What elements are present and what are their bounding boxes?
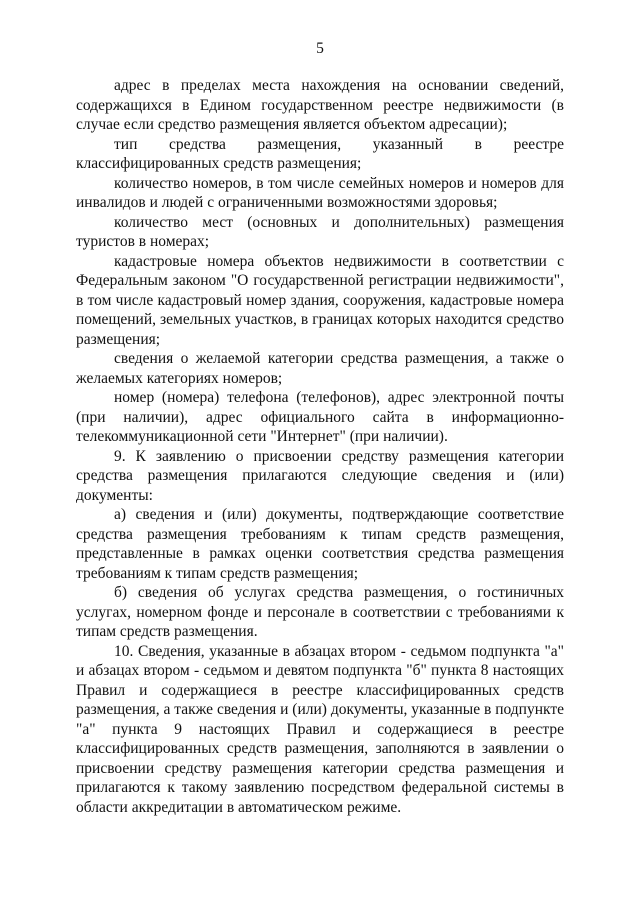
paragraph-item-10: 10. Сведения, указанные в абзацах втором - седьмом подпункта "а" и абзацах втором - седьмом и девятом подпункта "б" пункта 8 настоящих Правил и содержащиеся в реестре классифицированных средств размещения, а также сведения и (или) документы, указанные в подпункте "а" пункта 9 настоящих Правил и содержащиеся в реестре классифицированных средств размещения, заполняются в заявлении о присвоении средству размещения категории средства размещения и прилагаются к такому заявлению посредством федеральной системы в области аккредитации в автоматическом режиме. [76, 642, 564, 816]
paragraph-places-count: количество мест (основных и дополнительных) размещения туристов в номерах; [76, 213, 564, 250]
paragraph-item-9: 9. К заявлению о присвоении средству размещения категории средства размещения прилагаются следующие сведения и (или) документы: [76, 447, 564, 504]
paragraph-contacts: номер (номера) телефона (телефонов), адрес электронной почты (при наличии), адрес официального сайта в информационно-телекоммуникационной сети "Интернет" (при наличии). [76, 389, 564, 445]
page-number: 5 [316, 40, 324, 57]
paragraph-type: тип средства размещения, указанный в реестре классифицированных средств размещения; [76, 135, 564, 172]
paragraph-item-9b: б) сведения об услугах средства размещения, о гостиничных услугах, номерном фонде и персонале в соответствии с требованиями к типам средств размещения. [76, 584, 564, 640]
document-body [76, 76, 564, 817]
paragraph-item-9a: а) сведения и (или) документы, подтверждающие соответствие средства размещения требованиям к типам средств размещения, представленные в рамках оценки соответствия средства размещения требованиям к типам средств размещения; [76, 506, 564, 582]
paragraph-rooms-count: количество номеров, в том числе семейных номеров и номеров для инвалидов и людей с ограниченными возможностями здоровья; [76, 174, 564, 211]
paragraph-desired-category: сведения о желаемой категории средства размещения, а также о желаемых категориях номеров; [76, 350, 564, 387]
paragraph-address: адрес в пределах места нахождения на основании сведений, содержащихся в Едином государственном реестре недвижимости (в случае если средство размещения является объектом адресации); [76, 77, 564, 133]
paragraph-cadastral: кадастровые номера объектов недвижимости в соответствии с Федеральным законом "О государственной регистрации недвижимости", в том числе кадастровый номер здания, сооружения, кадастровые номера помещений, земельных участков, в границах которых находится средство размещения; [76, 252, 564, 348]
